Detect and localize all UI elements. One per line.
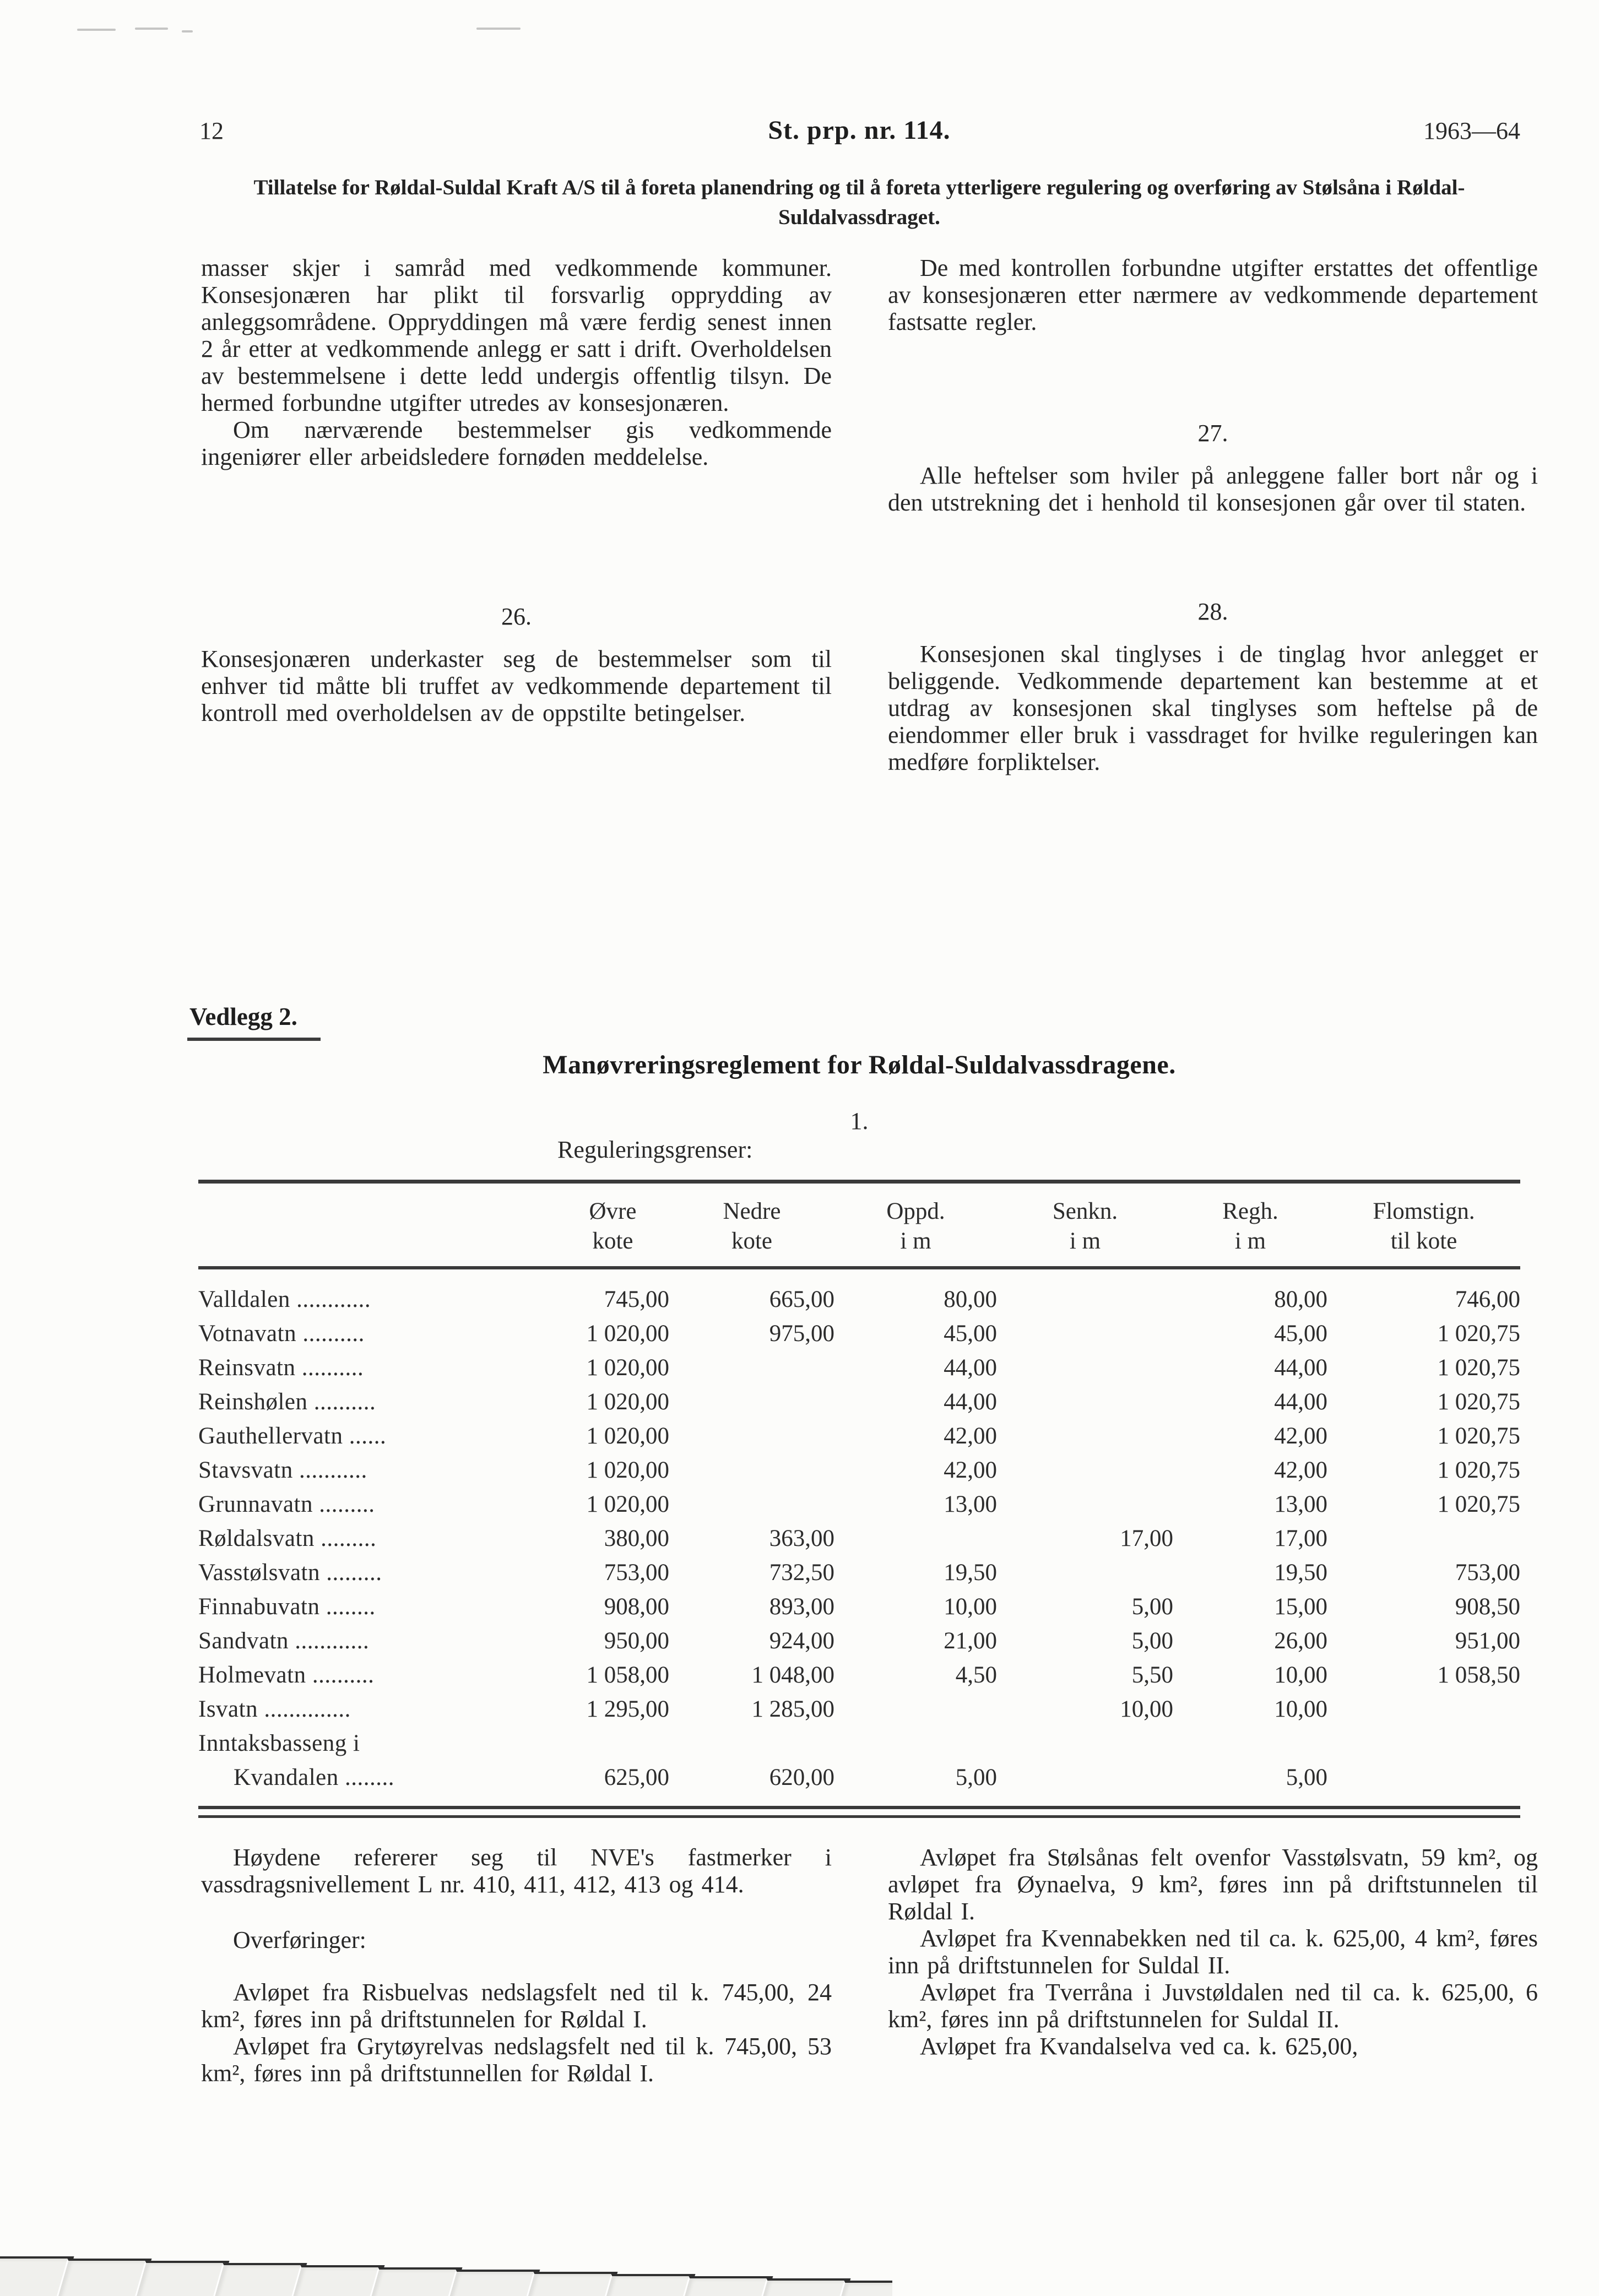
paragraph: Høydene refererer seg til NVE's fastmerker i vassdragsnivellement L nr. 410, 411, 412, 413 og 414. <box>201 1844 832 1898</box>
nedre-kote-value: 665,00 <box>769 1287 834 1312</box>
reservoir-name: Holmevatn .......... <box>198 1662 375 1688</box>
ovre-kote-value: 1 020,00 <box>586 1491 669 1517</box>
table-header-empty <box>198 1182 556 1268</box>
ovre-kote-value: 625,00 <box>604 1765 669 1790</box>
table-row <box>198 1488 1520 1522</box>
flomstigning-value: 1 020,75 <box>1437 1423 1520 1449</box>
flomstigning-value: 753,00 <box>1455 1560 1520 1586</box>
flomstigning-value <box>1327 1761 1520 1795</box>
paragraph: De med kontrollen forbundne utgifter erstattes det offentlige av konsesjonæren etter nærmere av vedkommende departement fastsatte regler. <box>888 254 1538 335</box>
table-row <box>198 1624 1520 1658</box>
flomstigning-value <box>1327 1727 1520 1761</box>
right-column <box>888 254 1538 775</box>
oppdemning-value: 21,00 <box>944 1628 997 1654</box>
section-number-27: 27. <box>1197 420 1228 447</box>
paragraph: Alle heftelser som hviler på anleggene faller bort når og i den utstrekning det i henhold til konsesjonen går over til staten. <box>888 462 1538 516</box>
paragraph: Konsesjonen skal tinglyses i de tinglag hvor anlegget er beliggende. Vedkommende departement kan bestemme at et utdrag av konsesjonen skal tinglyses som heftelse på de eiendommer eller bruk i vassdraget for hvilke reguleringen kan medføre forpliktelser. <box>888 641 1538 775</box>
overforinger-heading: Overføringer: <box>233 1926 366 1953</box>
section-number-26: 26. <box>501 603 532 630</box>
reguleringshoyde-value: 80,00 <box>1274 1287 1327 1312</box>
reservoir-name: Isvatn .............. <box>198 1696 351 1722</box>
reguleringshoyde-value: 44,00 <box>1274 1389 1327 1415</box>
paragraph: Konsesjonæren underkaster seg de bestemmelser som til enhver tid måtte bli truffet av vedkommende departement til kontroll med overholdelsen av de oppstilte betingelser. <box>201 645 832 726</box>
table-row <box>198 1522 1520 1556</box>
flomstigning-value: 1 020,75 <box>1437 1321 1520 1347</box>
reservoir-name: Vasstølsvatn ......... <box>198 1560 382 1586</box>
table-row <box>198 1351 1520 1385</box>
paragraph: Avløpet fra Grytøyrelvas nedslagsfelt ned til k. 745,00, 53 km², føres inn på driftstunnellen for Røldal I. <box>201 2033 832 2087</box>
flomstigning-value <box>1327 1522 1520 1556</box>
scan-artifact-page-edges <box>0 2256 892 2296</box>
nedre-kote-value <box>669 1727 834 1761</box>
table-row <box>198 1453 1520 1488</box>
section-number-28: 28. <box>1197 598 1228 625</box>
nedre-kote-value: 924,00 <box>769 1628 834 1654</box>
oppdemning-value: 44,00 <box>944 1389 997 1415</box>
scan-speck <box>135 28 168 30</box>
document-subtitle: Tillatelse for Røldal-Suldal Kraft A/S til å foreta planendring og til å foreta ytterligere regulering og overføring av Stølsåna i Røldal-Suldalvassdraget. <box>253 176 1465 229</box>
nedre-kote-value <box>669 1385 834 1419</box>
ovre-kote-value: 1 020,00 <box>586 1457 669 1483</box>
flomstigning-value: 908,50 <box>1455 1594 1520 1620</box>
ovre-kote-value: 745,00 <box>604 1287 669 1312</box>
senkning-value: 10,00 <box>1120 1696 1173 1722</box>
attachment-title: Manøvreringsreglement for Røldal-Suldalvassdragene. <box>543 1050 1176 1079</box>
reservoir-name: Inntaksbasseng i <box>198 1730 360 1756</box>
ovre-kote-value: 1 020,00 <box>586 1321 669 1347</box>
table-row <box>198 1692 1520 1727</box>
scan-speck <box>77 29 116 31</box>
table-row <box>198 1761 1520 1795</box>
reservoir-name: Grunnavatn ......... <box>198 1491 375 1517</box>
senkning-value <box>997 1727 1173 1761</box>
reguleringshoyde-value: 19,50 <box>1274 1560 1327 1586</box>
table-header-flomstigning: Flomstign. til kote <box>1373 1198 1475 1254</box>
table-bottom-rule <box>198 1806 1520 1818</box>
table-row <box>198 1590 1520 1624</box>
oppdemning-value: 19,50 <box>944 1560 997 1586</box>
reservoir-name: Reinsvatn .......... <box>198 1355 364 1381</box>
table-header-reguleringshoyde: Regh. i m <box>1222 1198 1278 1254</box>
reguleringshoyde-value: 42,00 <box>1274 1457 1327 1483</box>
reguleringshoyde-value: 10,00 <box>1274 1662 1327 1688</box>
oppdemning-value: 10,00 <box>944 1594 997 1620</box>
table-header-senkning: Senkn. i m <box>1052 1198 1118 1254</box>
reservoir-name: Votnavatn .......... <box>198 1321 365 1347</box>
nedre-kote-value: 1 285,00 <box>751 1696 834 1722</box>
senkning-value <box>997 1453 1173 1488</box>
table-header-ovre-kote: Øvre kote <box>589 1198 637 1254</box>
reguleringshoyde-value: 15,00 <box>1274 1594 1327 1620</box>
table-row <box>198 1268 1520 1317</box>
reguleringshoyde-value: 44,00 <box>1274 1355 1327 1381</box>
reguleringshoyde-value: 26,00 <box>1274 1628 1327 1654</box>
senkning-value <box>997 1761 1173 1795</box>
table-header-row <box>198 1182 1520 1268</box>
nedre-kote-value: 1 048,00 <box>751 1662 834 1688</box>
nedre-kote-value <box>669 1488 834 1522</box>
regulation-limits-label: Reguleringsgrenser: <box>557 1136 753 1163</box>
reguleringshoyde-value: 17,00 <box>1274 1526 1327 1551</box>
senkning-value <box>997 1556 1173 1590</box>
table-header-oppdemning: Oppd. i m <box>886 1198 945 1254</box>
ovre-kote-value: 1 058,00 <box>586 1662 669 1688</box>
ovre-kote-value <box>556 1727 669 1761</box>
nedre-kote-value <box>669 1419 834 1453</box>
ovre-kote-value: 1 020,00 <box>586 1423 669 1449</box>
left-column <box>201 1844 832 2087</box>
ovre-kote-value: 1 020,00 <box>586 1389 669 1415</box>
scan-speck <box>182 30 193 32</box>
reguleringshoyde-value <box>1173 1727 1327 1761</box>
reservoir-name: Gauthellervatn ...... <box>198 1423 387 1449</box>
senkning-value: 5,00 <box>1131 1594 1173 1620</box>
paragraph: Avløpet fra Kvennabekken ned til ca. k. 625,00, 4 km², føres inn på driftstunnelen for Suldal II. <box>888 1925 1538 1979</box>
regulation-table <box>198 1180 1520 1795</box>
page-header <box>198 117 1520 152</box>
ovre-kote-value: 908,00 <box>604 1594 669 1620</box>
reservoir-name: Kvandalen ........ <box>234 1765 395 1790</box>
oppdemning-value: 80,00 <box>944 1287 997 1312</box>
table-row <box>198 1317 1520 1351</box>
right-column <box>888 1844 1538 2060</box>
flomstigning-value: 1 020,75 <box>1437 1457 1520 1483</box>
reguleringshoyde-value: 5,00 <box>1286 1765 1327 1790</box>
document-title: St. prp. nr. 114. <box>768 116 951 145</box>
paragraph: Avløpet fra Risbuelvas nedslagsfelt ned til k. 745,00, 24 km², føres inn på driftstunnelen for Røldal I. <box>201 1979 832 2033</box>
oppdemning-value: 45,00 <box>944 1321 997 1347</box>
reguleringshoyde-value: 13,00 <box>1274 1491 1327 1517</box>
table-header-nedre-kote: Nedre kote <box>723 1198 781 1254</box>
reservoir-name: Røldalsvatn ......... <box>198 1526 377 1551</box>
reservoir-name: Sandvatn ............ <box>198 1628 370 1654</box>
oppdemning-value <box>834 1522 997 1556</box>
nedre-kote-value: 975,00 <box>769 1321 834 1347</box>
paragraph: Avløpet fra Kvandalselva ved ca. k. 625,00, <box>920 2033 1358 2060</box>
table-row <box>198 1385 1520 1419</box>
ovre-kote-value: 380,00 <box>604 1526 669 1551</box>
ovre-kote-value: 1 020,00 <box>586 1355 669 1381</box>
nedre-kote-value <box>669 1351 834 1385</box>
document-year: 1963—64 <box>1423 117 1520 144</box>
oppdemning-value: 5,00 <box>955 1765 997 1790</box>
reguleringshoyde-value: 10,00 <box>1274 1696 1327 1722</box>
nedre-kote-value <box>669 1453 834 1488</box>
senkning-value <box>997 1268 1173 1317</box>
top-text-section <box>201 254 1538 970</box>
paragraph: Om nærværende bestemmelser gis vedkommende ingeniører eller arbeidsledere fornøden meddelelse. <box>201 416 832 470</box>
nedre-kote-value: 620,00 <box>769 1765 834 1790</box>
bottom-text-section <box>201 1844 1538 2262</box>
flomstigning-value: 1 020,75 <box>1437 1389 1520 1415</box>
nedre-kote-value: 363,00 <box>769 1526 834 1551</box>
senkning-value <box>997 1419 1173 1453</box>
senkning-value <box>997 1351 1173 1385</box>
table-row <box>198 1727 1520 1761</box>
table-row <box>198 1556 1520 1590</box>
reguleringshoyde-value: 42,00 <box>1274 1423 1327 1449</box>
senkning-value <box>997 1488 1173 1522</box>
attachment-label: Vedlegg 2. <box>187 1002 321 1041</box>
oppdemning-value: 4,50 <box>955 1662 997 1688</box>
scan-speck <box>476 28 521 30</box>
table-row <box>198 1658 1520 1692</box>
senkning-value <box>997 1385 1173 1419</box>
senkning-value: 17,00 <box>1120 1526 1173 1551</box>
oppdemning-value: 13,00 <box>944 1491 997 1517</box>
page-number: 12 <box>199 117 224 144</box>
flomstigning-value <box>1327 1692 1520 1727</box>
nedre-kote-value: 732,50 <box>769 1560 834 1586</box>
left-column <box>201 254 832 726</box>
oppdemning-value <box>834 1692 997 1727</box>
oppdemning-value: 44,00 <box>944 1355 997 1381</box>
ovre-kote-value: 1 295,00 <box>586 1696 669 1722</box>
reguleringshoyde-value: 45,00 <box>1274 1321 1327 1347</box>
oppdemning-value: 42,00 <box>944 1423 997 1449</box>
senkning-value: 5,00 <box>1131 1628 1173 1654</box>
reservoir-name: Valldalen ............ <box>198 1287 371 1312</box>
senkning-value <box>997 1317 1173 1351</box>
senkning-value: 5,50 <box>1131 1662 1173 1688</box>
reservoir-name: Reinshølen .......... <box>198 1389 376 1415</box>
regulation-table-wrap <box>198 1180 1520 1818</box>
table-row <box>198 1419 1520 1453</box>
reservoir-name: Finnabuvatn ........ <box>198 1594 376 1620</box>
oppdemning-value <box>834 1727 997 1761</box>
nedre-kote-value: 893,00 <box>769 1594 834 1620</box>
section-number-1: 1. <box>850 1108 869 1135</box>
paragraph: Avløpet fra Stølsånas felt ovenfor Vasstølsvatn, 59 km², og avløpet fra Øynaelva, 9 km², føres inn på driftstunnelen til Røldal I. <box>888 1844 1538 1925</box>
paragraph: masser skjer i samråd med vedkommende kommuner. Konsesjonæren har plikt til forsvarlig opprydding av anleggsområdene. Oppryddingen må være ferdig senest innen 2 år etter at vedkommende anlegg er satt i drift. Overholdelsen av bestemmelsene i dette ledd undergis offentlig tilsyn. De hermed forbundne utgifter utredes av konsesjonæren. <box>201 254 832 416</box>
ovre-kote-value: 753,00 <box>604 1560 669 1586</box>
flomstigning-value: 951,00 <box>1455 1628 1520 1654</box>
reservoir-name: Stavsvatn ........... <box>198 1457 367 1483</box>
flomstigning-value: 746,00 <box>1455 1287 1520 1312</box>
flomstigning-value: 1 058,50 <box>1437 1662 1520 1688</box>
ovre-kote-value: 950,00 <box>604 1628 669 1654</box>
paragraph: Avløpet fra Tverråna i Juvstøldalen ned til ca. k. 625,00, 6 km², føres inn på driftstunnelen for Suldal II. <box>888 1979 1538 2033</box>
flomstigning-value: 1 020,75 <box>1437 1491 1520 1517</box>
flomstigning-value: 1 020,75 <box>1437 1355 1520 1381</box>
oppdemning-value: 42,00 <box>944 1457 997 1483</box>
